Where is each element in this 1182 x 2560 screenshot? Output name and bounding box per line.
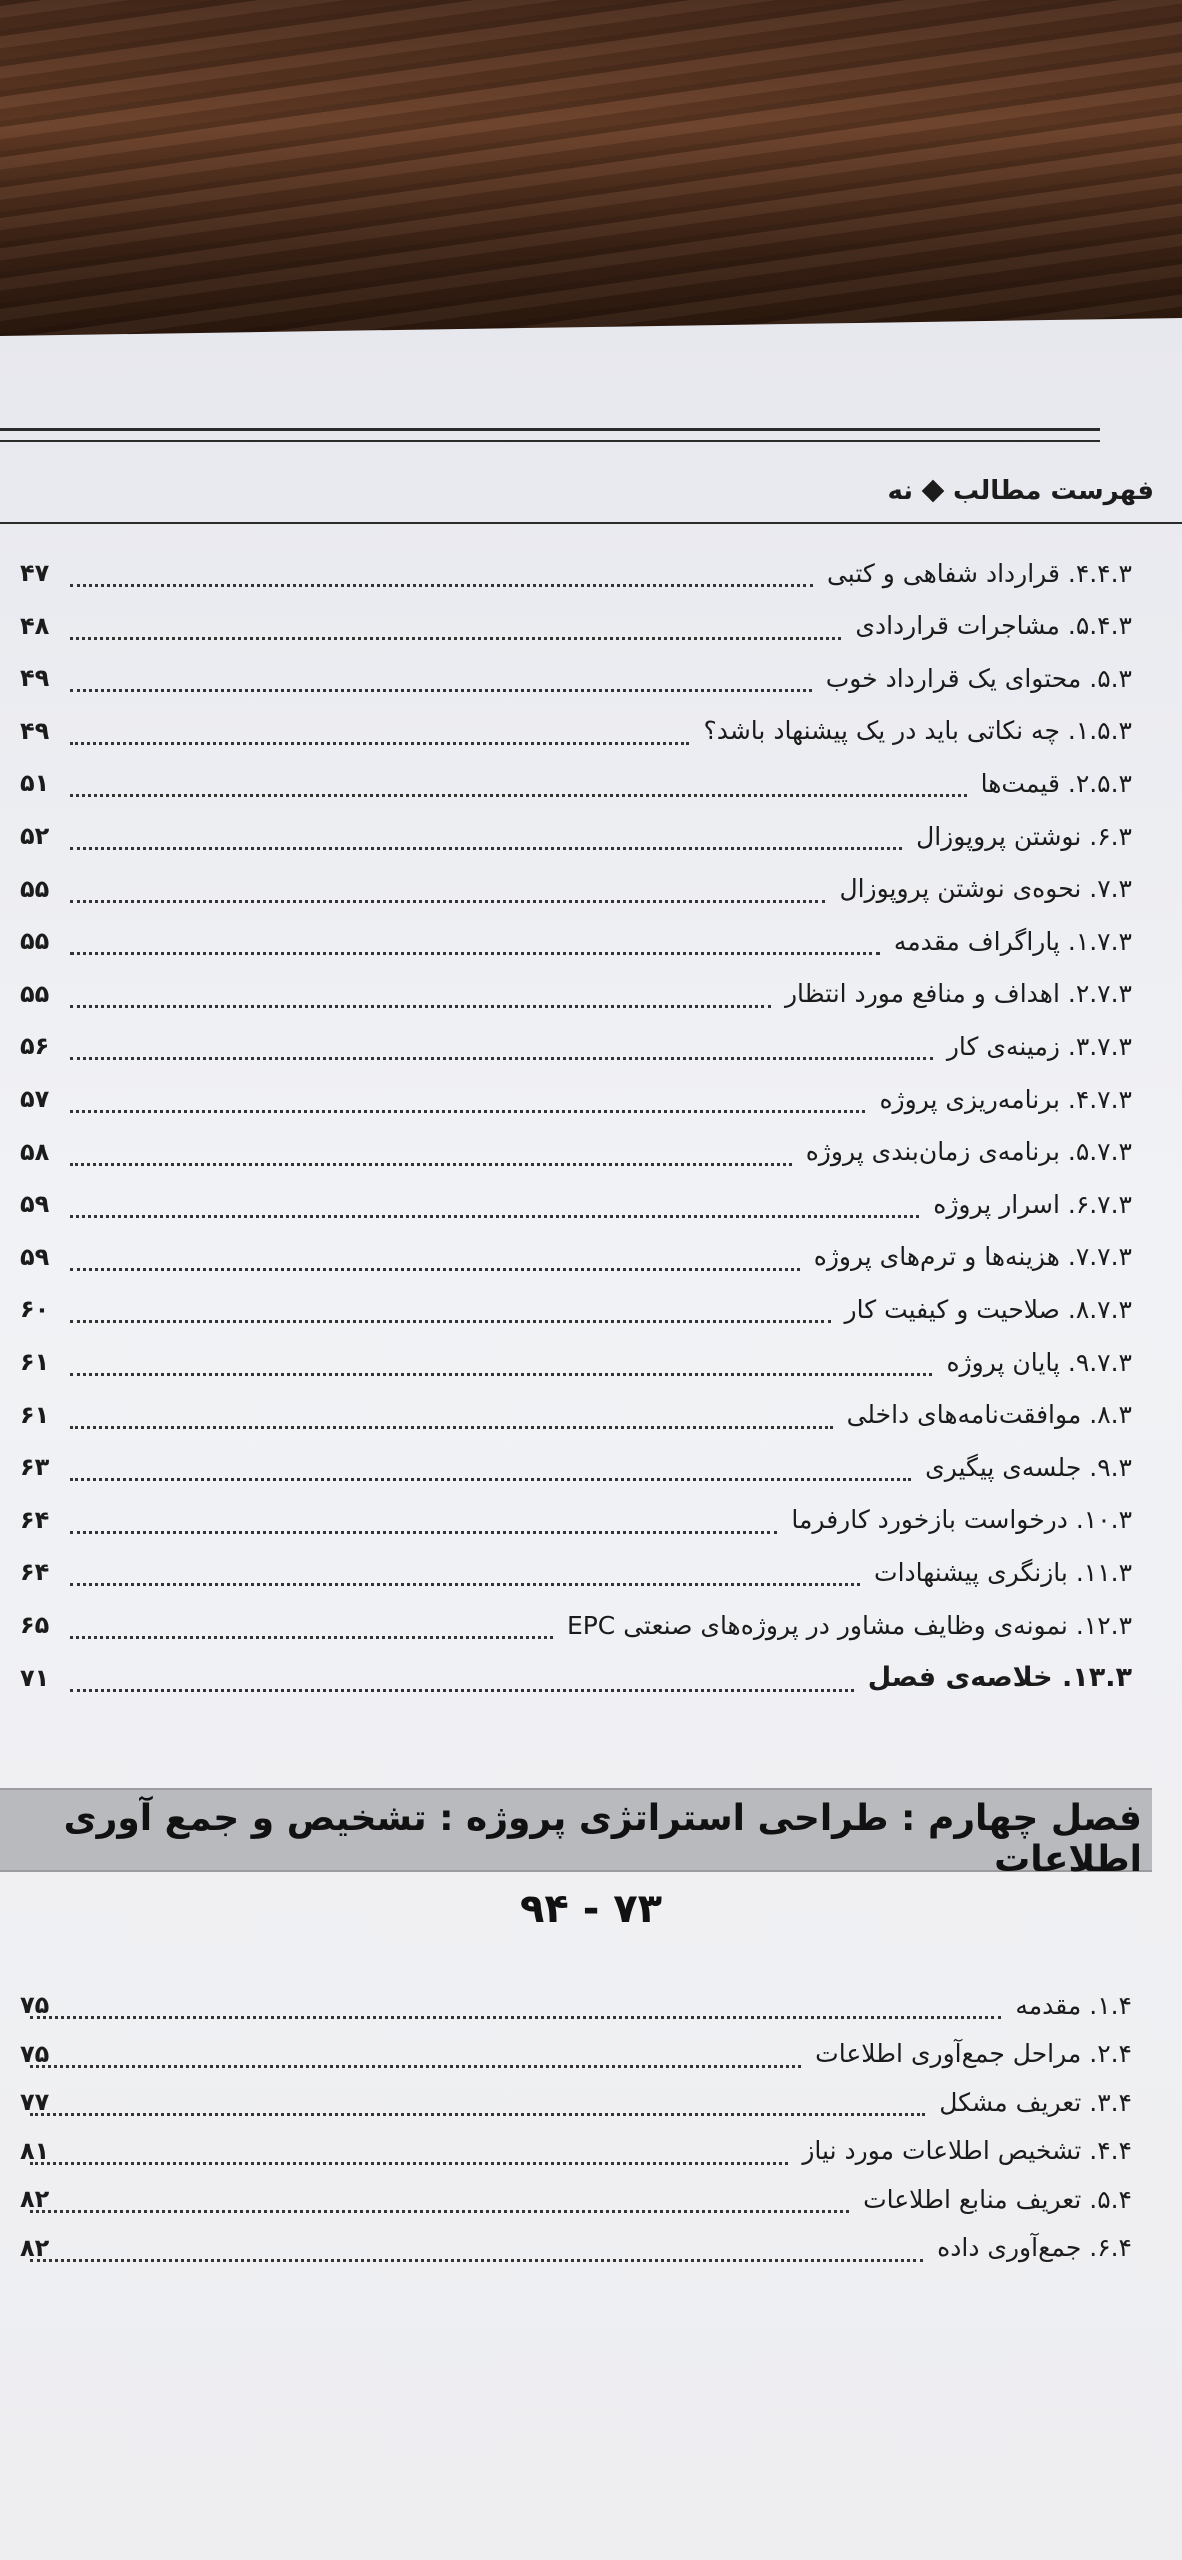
dot-leader (70, 692, 689, 745)
toc-entry-label: ۱۰.۳. درخواست بازخورد کارفرما (791, 1505, 1132, 1535)
dot-leader (30, 2209, 923, 2262)
toc-page-number: ۵۹ (20, 1242, 50, 1271)
toc-entry-label: ۱۳.۳. خلاصه‌ی فصل (867, 1662, 1132, 1694)
toc-page-number: ۵۹ (20, 1190, 50, 1219)
toc-entry-label: ۱.۷.۳. پاراگراف مقدمه (893, 926, 1132, 956)
toc-entry-label: ۸.۷.۳. صلاحیت و کیفیت کار (844, 1294, 1132, 1324)
dot-leader (70, 955, 771, 1008)
toc-entry-label: ۱.۵.۳. چه نکاتی باید در یک پیشنهاد باشد؟ (703, 716, 1132, 746)
toc-page-number: ۴۹ (20, 664, 50, 693)
dot-leader (30, 2015, 801, 2068)
toc-entry (884, 916, 1132, 966)
toc-entry-label: ۷.۷.۳. هزینه‌ها و ترم‌های پروژه (813, 1242, 1132, 1272)
dot-leader (70, 1060, 865, 1113)
toc-page-number: ۵۲ (20, 822, 50, 850)
toc-entry (936, 1337, 1132, 1387)
dot-leader (70, 1481, 777, 1534)
toc-entry (915, 1442, 1132, 1492)
header-rule-bottom (0, 522, 1182, 524)
toc-page-number: ۴۷ (20, 559, 50, 587)
toc-entry (804, 1232, 1132, 1282)
toc-page-number: ۵۸ (20, 1137, 50, 1166)
toc-entry-label: ۱۱.۳. بازنگری پیشنهادات (874, 1557, 1132, 1587)
toc-page-number: ۴۸ (20, 611, 50, 640)
toc-entry-label: ۵.۷.۳. برنامه‌ی زمان‌بندی پروژه (805, 1137, 1132, 1167)
running-header (887, 476, 1154, 506)
toc-page-number: ۶۰ (20, 1295, 50, 1324)
dot-leader (70, 744, 967, 797)
toc-page-number: ۶۱ (20, 1400, 50, 1429)
toc-page-number: ۵۵ (20, 979, 50, 1008)
toc-page-number: ۶۳ (20, 1453, 50, 1482)
toc-page-number: ۵۱ (20, 769, 50, 798)
dot-leader (70, 639, 812, 692)
toc-entry-label: ۵.۴. تعریف منابع اطلاعات (863, 2184, 1132, 2214)
toc-page-number: ۸۲ (20, 2233, 50, 2262)
toc-entry-label: ۱۲.۳. نمونه‌ی وظایف مشاور در پروژه‌های صنعتی EPC (566, 1610, 1132, 1640)
toc-entry-label: ۶.۷.۳. اسرار پروژه (933, 1189, 1132, 1219)
toc-entry-label: ۳.۴. تعریف مشکل (939, 2087, 1132, 2117)
dot-leader (70, 1165, 919, 1218)
toc-entry-label: ۸.۳. موافقت‌نامه‌های داخلی (846, 1400, 1132, 1430)
dot-leader (30, 2160, 849, 2213)
toc-page-number: ۵۶ (20, 1032, 50, 1061)
toc-entry (906, 811, 1132, 861)
toc-entry (816, 653, 1132, 703)
dot-leader (70, 1586, 553, 1639)
toc-entry-label: ۵.۳. محتوای یک قرارداد خوب (825, 663, 1132, 693)
dot-leader (70, 1270, 831, 1323)
toc-entry (923, 1179, 1132, 1229)
toc-entry (927, 2223, 1132, 2273)
dot-leader (70, 1218, 800, 1271)
toc-entry (864, 1547, 1132, 1597)
toc-entry-label: ۵.۴.۳. مشاجرات قراردادی (855, 611, 1132, 641)
dot-leader (70, 1533, 860, 1586)
toc-entry-label: ۴.۴. تشخیص اطلاعات مورد نیاز (802, 2136, 1132, 2165)
toc-page-number: ۶۴ (20, 1505, 50, 1534)
toc-entry (869, 1074, 1132, 1124)
toc-page-number: ۵۵ (20, 927, 50, 956)
dot-leader (70, 902, 880, 955)
toc-entry-label: ۹.۷.۳. پایان پروژه (946, 1347, 1132, 1377)
header-page-label: نه (887, 476, 914, 506)
dot-leader (30, 2112, 788, 2165)
dot-leader (70, 534, 813, 587)
toc-page-number: ۷۷ (20, 2088, 50, 2116)
dot-leader (70, 1323, 932, 1376)
dot-leader (70, 1113, 792, 1166)
toc-entry-label: ۱.۴. مقدمه (1015, 1990, 1132, 2020)
toc-entry (1005, 1980, 1132, 2030)
toc-entry-label: ۹.۳. جلسه‌ی پیگیری (925, 1452, 1132, 1482)
toc-page-number: ۸۱ (20, 2136, 50, 2165)
toc-page-number: ۵۷ (20, 1085, 50, 1113)
wooden-table-background (0, 0, 1182, 360)
toc-page-number: ۸۲ (20, 2185, 50, 2213)
toc-entry-label: ۲.۷.۳. اهداف و منافع مورد انتظار (784, 979, 1132, 1009)
toc-entry (971, 758, 1132, 808)
toc-entry-label: ۴.۷.۳. برنامه‌ریزی پروژه (879, 1084, 1132, 1114)
toc-entry-label: ۲.۴. مراحل جمع‌آوری اطلاعات (815, 2039, 1132, 2068)
diamond-icon (922, 480, 945, 503)
toc-row[interactable] (0, 2223, 1182, 2273)
dot-leader (70, 850, 825, 903)
toc-page-number: ۶۵ (20, 1611, 50, 1639)
dot-leader (70, 1376, 833, 1429)
toc-row[interactable] (0, 1653, 1182, 1703)
toc-entry (858, 1653, 1132, 1703)
header-rule-mid (0, 440, 1100, 442)
dot-leader (30, 2063, 925, 2116)
toc-page-number: ۴۹ (20, 716, 50, 745)
dot-leader (70, 587, 841, 640)
header-title: فهرست مطالب (953, 476, 1154, 506)
toc-entry-label: ۶.۳. نوشتن پروپوزال (916, 821, 1132, 851)
dot-leader (70, 797, 902, 850)
toc-entry-label: ۲.۵.۳. قیمت‌ها (980, 768, 1132, 798)
dot-leader (70, 1428, 911, 1481)
toc-page-number: ۷۵ (20, 1991, 50, 2019)
chapter-title: فصل چهارم : طراحی استراتژی پروژه : تشخیص و جمع آوری اطلاعات (63, 1798, 1142, 1880)
chapter-page-range: ۷۳ - ۹۴ (519, 1886, 663, 1932)
toc-entry-label: ۴.۴.۳. قرارداد شفاهی و کتبی (826, 558, 1132, 588)
dot-leader (70, 1007, 933, 1060)
toc-entry-label: ۳.۷.۳. زمینه‌ی کار (946, 1031, 1132, 1061)
toc-page-number: ۶۱ (20, 1348, 50, 1376)
toc-entry (929, 2077, 1132, 2127)
dot-leader (70, 1639, 854, 1692)
dot-leader (30, 1966, 1001, 2019)
toc-page-number: ۷۱ (20, 1663, 50, 1692)
toc-entry-label: ۶.۴. جمع‌آوری داده (937, 2233, 1132, 2262)
toc-page-number: ۵۵ (20, 874, 50, 903)
toc-page-number: ۷۵ (20, 2039, 50, 2068)
toc-entry (937, 1021, 1132, 1071)
toc-entry (845, 601, 1132, 651)
header-rule-top (0, 428, 1100, 431)
toc-entry-label: ۷.۳. نحوه‌ی نوشتن پروپوزال (839, 874, 1132, 904)
toc-entry (817, 548, 1132, 598)
toc-page-number: ۶۴ (20, 1558, 50, 1587)
